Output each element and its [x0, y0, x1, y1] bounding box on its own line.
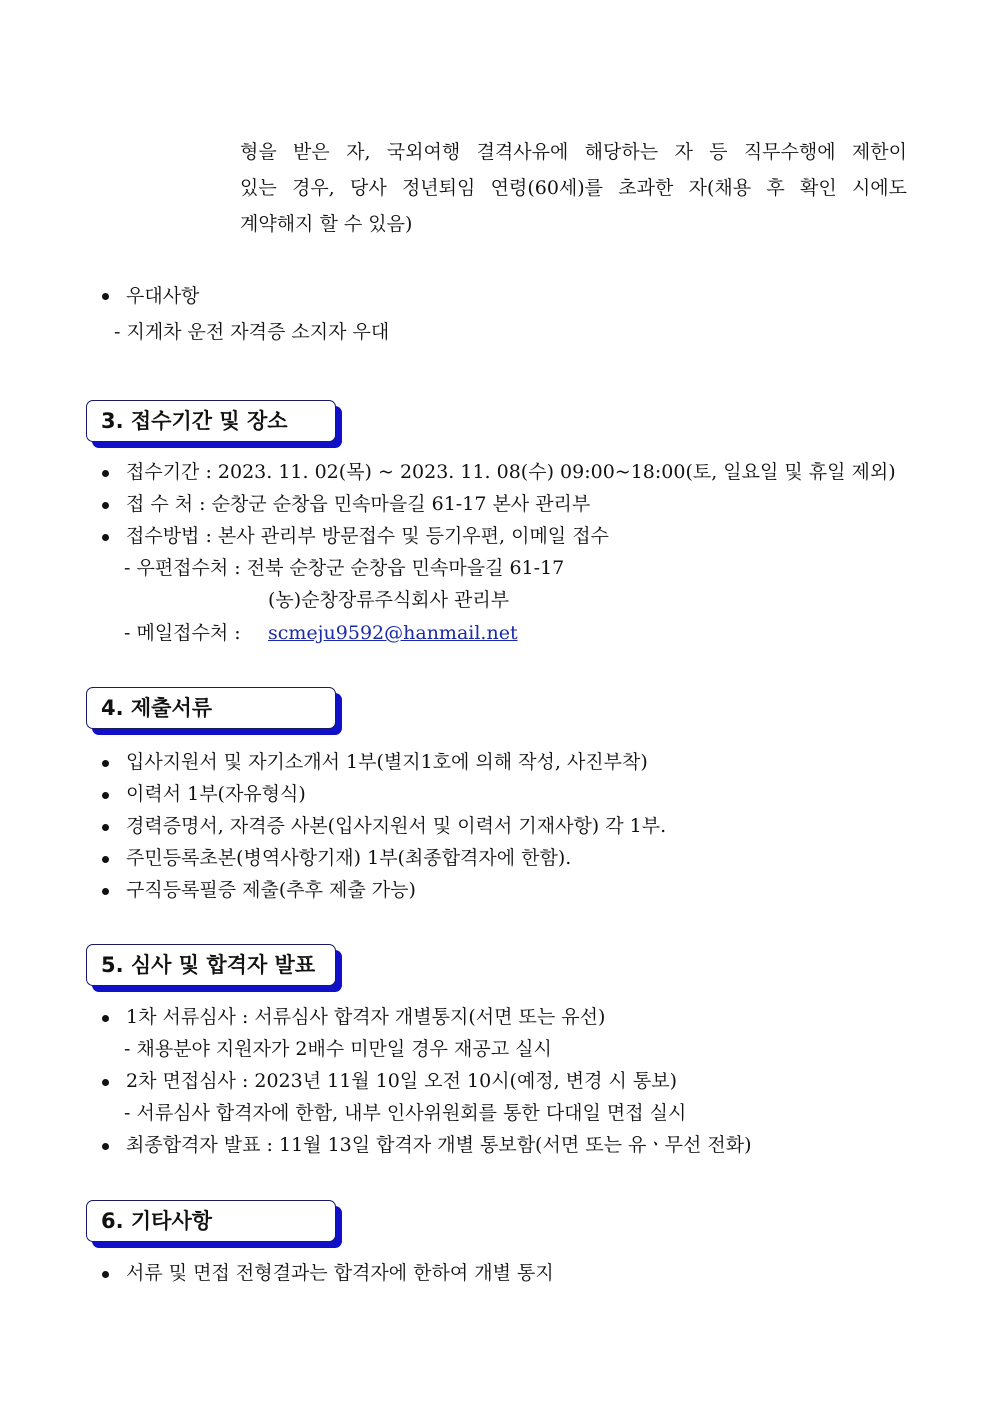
- screening-item-1: 1차 서류심사 : 서류심사 합격자 개별통지(서면 또는 유선): [126, 1006, 606, 1028]
- section-6-heading: 6. 기타사항: [86, 1200, 336, 1242]
- reception-place: 접 수 처 : 순창군 순창읍 민속마을길 61-17 본사 관리부: [126, 493, 591, 515]
- section-3-heading: 3. 접수기간 및 장소: [86, 400, 336, 442]
- bullet: [102, 856, 109, 863]
- other-item-1: 서류 및 면접 전형결과는 합격자에 한하여 개별 통지: [126, 1262, 554, 1284]
- bullet: [102, 1271, 109, 1278]
- bullet: [102, 1143, 109, 1150]
- section-5-heading: 5. 심사 및 합격자 발표: [86, 944, 336, 986]
- intro-line-3: 계약해지 할 수 있음): [240, 213, 413, 235]
- mail-label: - 메일접수처 :: [124, 622, 241, 644]
- bullet: [102, 502, 109, 509]
- bullet: [102, 1079, 109, 1086]
- preference-title: 우대사항: [126, 285, 200, 307]
- postal-address-line-2: (농)순창장류주식회사 관리부: [268, 589, 510, 611]
- document-item: 주민등록초본(병역사항기재) 1부(최종합격자에 한함).: [126, 847, 572, 869]
- bullet: [102, 792, 109, 799]
- intro-line-2: 있는 경우, 당사 정년퇴임 연령(60세)를 초과한 자(채용 후 확인 시에도: [240, 177, 907, 199]
- screening-item-3: 최종합격자 발표 : 11월 13일 합격자 개별 통보함(서면 또는 유ㆍ무선 전화): [126, 1134, 752, 1156]
- bullet: [102, 888, 109, 895]
- bullet: [102, 293, 109, 300]
- document-item: 경력증명서, 자격증 사본(입사지원서 및 이력서 기재사항) 각 1부.: [126, 815, 667, 837]
- screening-item-2: 2차 면접심사 : 2023년 11월 10일 오전 10시(예정, 변경 시 통보): [126, 1070, 678, 1092]
- screening-item-1-sub: - 채용분야 지원자가 2배수 미만일 경우 재공고 실시: [124, 1038, 552, 1060]
- intro-line-1: 형을 받은 자, 국외여행 결격사유에 해당하는 자 등 직무수행에 제한이: [240, 141, 907, 163]
- section-4-heading: 4. 제출서류: [86, 687, 336, 729]
- bullet: [102, 824, 109, 831]
- reception-period: 접수기간 : 2023. 11. 02(목) ~ 2023. 11. 08(수) 09:00~18:00(토, 일요일 및 휴일 제외): [126, 461, 896, 483]
- bullet: [102, 470, 109, 477]
- bullet: [102, 534, 109, 541]
- document-item: 이력서 1부(자유형식): [126, 783, 306, 805]
- bullet: [102, 1015, 109, 1022]
- bullet: [102, 760, 109, 767]
- email-link[interactable]: scmeju9592@hanmail.net: [268, 622, 518, 644]
- document-item: 입사지원서 및 자기소개서 1부(별지1호에 의해 작성, 사진부착): [126, 751, 648, 773]
- document-item: 구직등록필증 제출(추후 제출 가능): [126, 879, 416, 901]
- preference-sub: - 지게차 운전 자격증 소지자 우대: [114, 321, 390, 343]
- reception-method: 접수방법 : 본사 관리부 방문접수 및 등기우편, 이메일 접수: [126, 525, 609, 547]
- screening-item-2-sub: - 서류심사 합격자에 한함, 내부 인사위원회를 통한 다대일 면접 실시: [124, 1102, 687, 1124]
- postal-address: - 우편접수처 : 전북 순창군 순창읍 민속마을길 61-17: [124, 557, 565, 579]
